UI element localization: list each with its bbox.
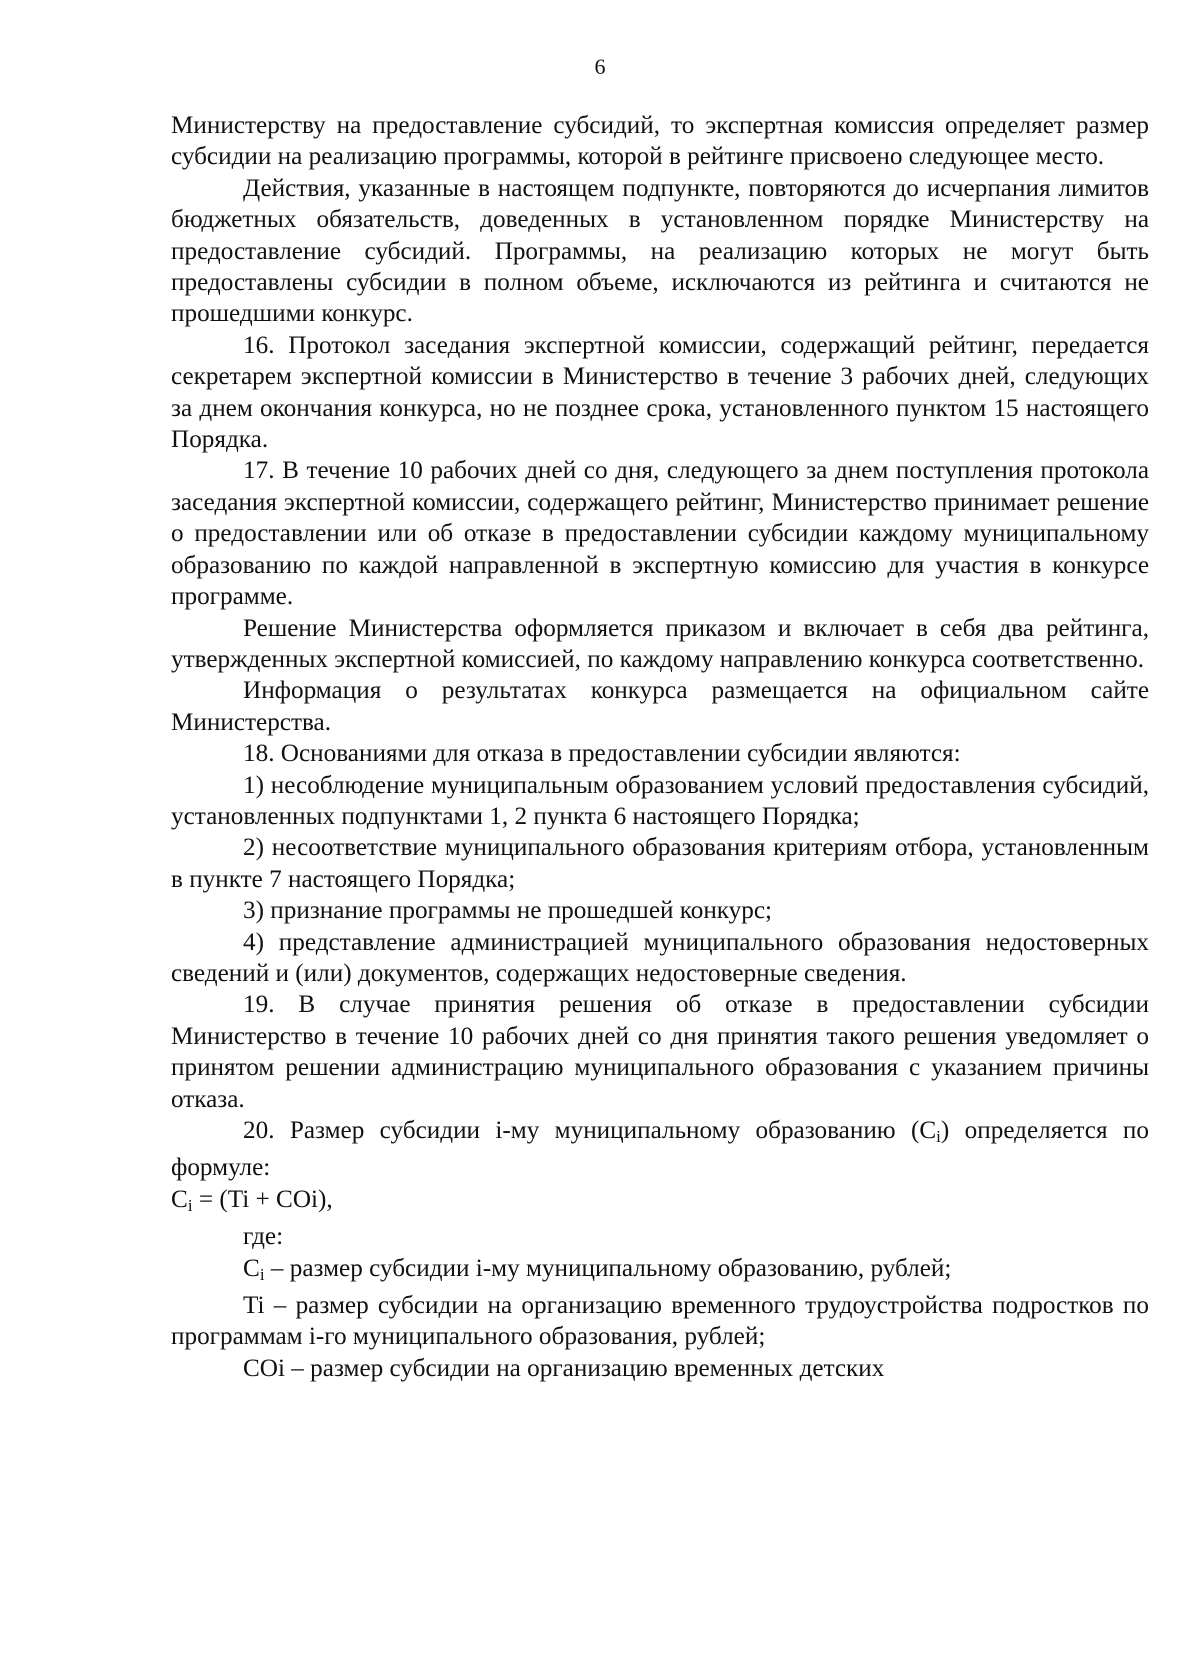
list-item-1: 1) несоблюдение муниципальным образованием условий предоставления субсидий, установленных подпунктами 1, 2 пункта 6 настоящего Порядка;	[171, 771, 1149, 830]
paragraph-20-text: 20. Размер субсидии i-му муниципальному образованию (C	[243, 1117, 937, 1144]
ci-text: – размер субсидии i-му муниципальному образованию, рублей;	[264, 1254, 952, 1282]
formula-lhs-subscript: i	[187, 1195, 193, 1215]
paragraph-16: 16. Протокол заседания экспертной комиссии, содержащий рейтинг, передается секретарем экспертной комиссии в Министерство в течение 3 рабочих дней, следующих за днем окончания конкурса, но не позднее срока, установленного пунктом 15 настоящего Порядка.	[171, 331, 1149, 454]
paragraph-19: 19. В случае принятия решения об отказе в предоставлении субсидии Министерство в течение 10 рабочих дней со дня принятия такого решения уведомляет о принятом решении администрацию муниципального образования с указанием причины отказа.	[171, 991, 1149, 1113]
ci-symbol: C	[243, 1254, 260, 1282]
paragraph-20-text-end: ) определяется по формуле:	[171, 1117, 1149, 1182]
page-number: 6	[594, 54, 606, 79]
definition-ci	[171, 1253, 1149, 1290]
list-item-3: 3) признание программы не прошедшей конкурс;	[243, 897, 773, 925]
formula-rhs: = (Ti + COi),	[192, 1185, 333, 1213]
ci-subscript: i	[259, 1264, 265, 1284]
paragraph: Информация о результатах конкурса размещается на официальном сайте Министерства.	[171, 677, 1149, 736]
paragraph: Решение Министерства оформляется приказом и включает в себя два рейтинга, утвержденных экспертной комиссией, по каждому направлению конкурса соответственно.	[171, 614, 1149, 673]
paragraph: Действия, указанные в настоящем подпункте, повторяются до исчерпания лимитов бюджетных обязательств, доведенных в установленном порядке Министерству на предоставление субсидий. Программы, на реализацию которых не могут быть предоставлены субсидии в полном объеме, исключаются из рейтинга и считаются не прошедшими конкурс.	[171, 174, 1149, 328]
list-item-4: 4) представление администрацией муниципального образования недостоверных сведений и (или) документов, содержащих недостоверные сведения.	[171, 928, 1149, 987]
paragraph-20	[171, 1115, 1149, 1184]
subscript: i	[936, 1127, 941, 1146]
definition-ti: Ti – размер субсидии на организацию временного трудоустройства подростков по программам i-го муниципального образования, рублей;	[171, 1292, 1149, 1351]
paragraph: Министерству на предоставление субсидий, то экспертная комиссия определяет размер субсидии на реализацию программы, которой в рейтинге присвоено следующее место.	[171, 112, 1149, 171]
formula	[171, 1184, 1149, 1221]
where-label: где:	[243, 1223, 284, 1251]
paragraph-17: 17. В течение 10 рабочих дней со дня, следующего за днем поступления протокола заседания экспертной комиссии, содержащего рейтинг, Министерство принимает решение о предоставлении или об отказе в предоставлении субсидии каждому муниципальному образованию по каждой направленной в экспертную комиссию для участия в конкурсе программе.	[171, 457, 1149, 611]
definition-coi: COi – размер субсидии на организацию временных детских	[243, 1354, 885, 1382]
document-body	[171, 110, 1149, 1384]
formula-lhs: C	[171, 1185, 188, 1213]
list-item-2: 2) несоответствие муниципального образования критериям отбора, установленным в пункте 7 настоящего Порядка;	[171, 834, 1149, 893]
paragraph-18: 18. Основаниями для отказа в предоставлении субсидии являются:	[243, 740, 961, 768]
